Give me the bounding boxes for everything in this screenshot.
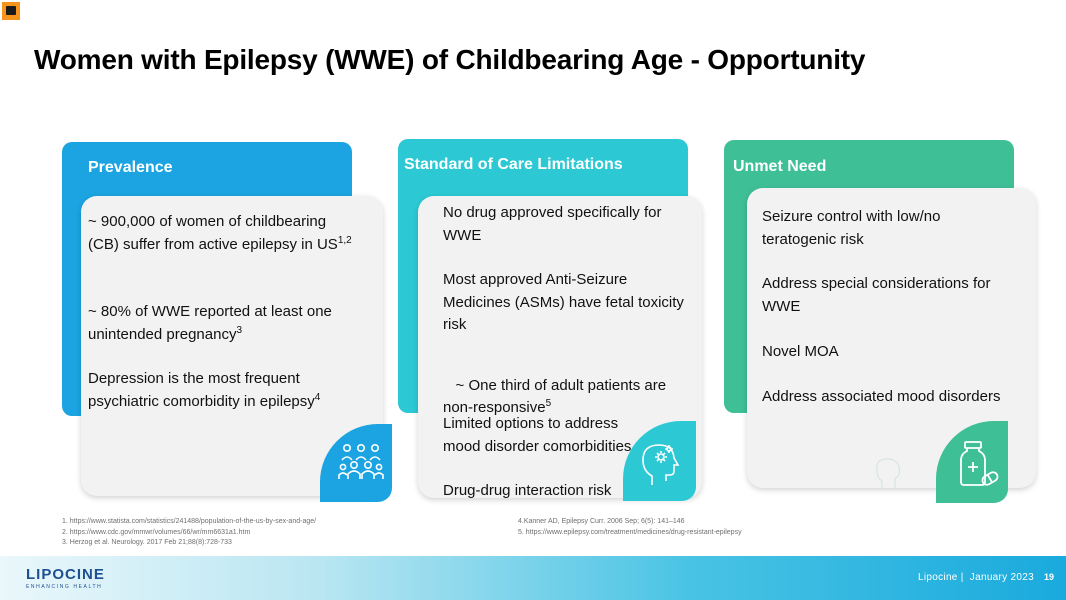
- brand-tagline: ENHANCING HEALTH: [26, 584, 103, 590]
- footer-bar: [0, 556, 1066, 600]
- standard-of-care-bullet: No drug approved specifically for WWE: [443, 204, 662, 244]
- unmet-need-bullet: Address special considerations for WWE: [762, 275, 991, 315]
- references-left: [62, 517, 316, 549]
- reference-item: 2. https://www.cdc.gov/mmwr/volumes/66/wr/mm6631a1.htm: [62, 528, 251, 536]
- people-group-icon: [338, 443, 384, 483]
- standard-of-care-bullet: ~ One third of adult patients are non-responsive$^5$: [443, 376, 671, 416]
- faint-organ-icon: [872, 457, 902, 491]
- head-gears-icon: [639, 441, 685, 487]
- standard-of-care-bullet: Drug-drug interaction risk: [443, 482, 612, 499]
- reference-item: 5. https://www.epilepsy.com/treatment/medicines/drug-resistant-epilepsy: [518, 528, 742, 536]
- references-right: [518, 517, 742, 538]
- corner-logo-icon: [2, 2, 20, 20]
- prevalence-bullet: ~ 900,000 of women of childbearing (CB) suffer from active epilepsy in US$^{1,2}$: [88, 213, 352, 253]
- page-number: 19: [1043, 572, 1054, 582]
- medicine-bottle-icon: [958, 441, 1000, 489]
- unmet-need-bullet: Novel MOA: [762, 343, 839, 360]
- brand-logo: [26, 567, 105, 590]
- brand-name: LIPOCINE: [26, 566, 105, 583]
- reference-item: 1. https://www.statista.com/statistics/241488/population-of-the-us-by-sex-and-age/: [62, 518, 317, 525]
- reference-item: 4.Kanner AD, Epilepsy Curr. 2006 Sep; 6(5): 141–146: [518, 518, 685, 525]
- slide-title: Women with Epilepsy (WWE) of Childbearing Age - Opportunity: [34, 44, 866, 75]
- standard-of-care-bullet: Most approved Anti-Seizure Medicines (ASMs) have fetal toxicity risk: [443, 271, 684, 333]
- unmet-need-bullet: Seizure control with low/no teratogenic risk: [762, 208, 941, 248]
- prevalence-heading: Prevalence: [88, 159, 173, 176]
- footer-date: Lipocine | January 2023: [918, 572, 1034, 583]
- standard-of-care-bullet: Limited options to address mood disorder comorbidities: [443, 415, 632, 455]
- prevalence-bullet: Depression is the most frequent psychiatric comorbidity in epilepsy$^4$: [88, 370, 321, 410]
- prevalence-bullet: ~ 80% of WWE reported at least one unintended pregnancy$^3$: [88, 303, 332, 343]
- unmet-need-bullet: Address associated mood disorders: [762, 388, 1001, 405]
- standard-of-care-heading: Standard of Care Limitations: [404, 156, 623, 173]
- reference-item: 3. Herzog et al. Neurology. 2017 Feb 21;88(8):728-733: [62, 539, 232, 546]
- unmet-need-heading: Unmet Need: [733, 158, 827, 175]
